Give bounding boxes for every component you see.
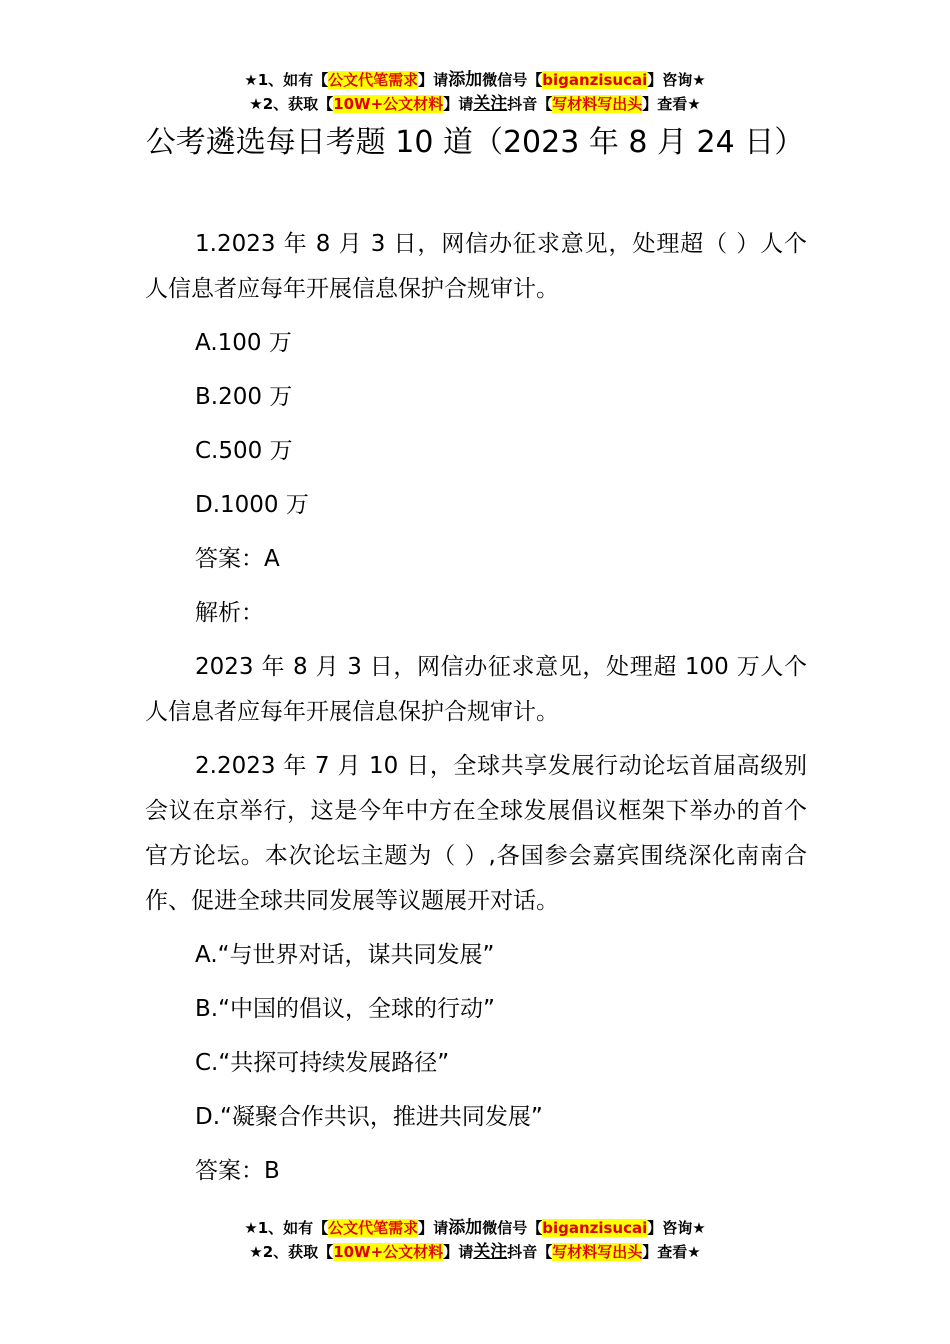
- banner-highlight: 写材料写出头: [552, 1243, 643, 1261]
- banner-line-2: [0, 1240, 950, 1264]
- q2-option-a: A.“与世界对话，谋共同发展”: [195, 942, 495, 968]
- banner-emphasis: 关注: [473, 94, 508, 114]
- question-2: 2.2023 年 7 月 10 日，全球共享发展行动论坛首届高级别会议在京举行，这是今年中方在全球发展倡议框架下举办的首个官方论坛。本次论坛主题为（ ）,各国参会嘉宾围绕深化南南合作、促进全球共同发展等议题展开对话。: [145, 753, 807, 914]
- q2-option-c: C.“共探可持续发展路径”: [195, 1050, 450, 1076]
- banner-text: 】咨询★: [647, 1219, 706, 1237]
- banner-emphasis: 添加: [448, 1218, 483, 1238]
- q1-option-b: B.200 万: [195, 384, 293, 410]
- q1-answer: 答案：A: [195, 546, 280, 572]
- banner-emphasis: 添加: [448, 70, 483, 90]
- banner-text: 抖音【: [507, 95, 553, 113]
- banner-line-1: [0, 1216, 950, 1240]
- banner-text: 】查看★: [642, 1243, 701, 1261]
- banner-line-1: [0, 68, 950, 92]
- document-body: [145, 222, 807, 1203]
- q1-option-a: A.100 万: [195, 330, 292, 356]
- banner-text: ★1、如有【: [244, 71, 329, 89]
- question-1: 1.2023 年 8 月 3 日，网信办征求意见，处理超（ ）人个人信息者应每年开展信息保护合规审计。: [145, 231, 807, 302]
- banner-highlight: 10W+公文材料: [333, 1243, 444, 1261]
- banner-line-2: [0, 92, 950, 116]
- banner-text: 】请: [443, 1243, 474, 1261]
- banner-text: 】请: [443, 95, 474, 113]
- banner-highlight: 10W+公文材料: [333, 95, 444, 113]
- banner-text: 微信号【: [482, 1219, 543, 1237]
- banner-text: 抖音【: [507, 1243, 553, 1261]
- q1-analysis-label: 解析：: [195, 600, 264, 626]
- q1-option-c: C.500 万: [195, 438, 293, 464]
- q1-analysis: 2023 年 8 月 3 日，网信办征求意见，处理超 100 万人个人信息者应每年开展信息保护合规审计。: [145, 654, 807, 725]
- banner-text: 】请: [418, 71, 449, 89]
- banner-text: ★1、如有【: [244, 1219, 329, 1237]
- q1-option-d: D.1000 万: [195, 492, 309, 518]
- q2-option-b: B.“中国的倡议，全球的行动”: [195, 996, 495, 1022]
- banner-text: 】请: [418, 1219, 449, 1237]
- banner-text: ★2、获取【: [249, 95, 334, 113]
- banner-highlight: biganzisucai: [542, 71, 648, 89]
- page-title: 公考遴选每日考题 10 道（2023 年 8 月 24 日）: [145, 125, 805, 160]
- banner-text: 微信号【: [482, 71, 543, 89]
- banner-highlight: biganzisucai: [542, 1219, 648, 1237]
- banner-text: 】查看★: [642, 95, 701, 113]
- banner-highlight: 公文代笔需求: [328, 71, 419, 89]
- banner-text: ★2、获取【: [249, 1243, 334, 1261]
- q2-option-d: D.“凝聚合作共识，推进共同发展”: [195, 1104, 543, 1130]
- header-banner: [0, 68, 950, 116]
- q2-answer: 答案：B: [195, 1158, 280, 1184]
- banner-text: 】咨询★: [647, 71, 706, 89]
- footer-banner: [0, 1216, 950, 1264]
- banner-highlight: 写材料写出头: [552, 95, 643, 113]
- banner-emphasis: 关注: [473, 1242, 508, 1262]
- banner-highlight: 公文代笔需求: [328, 1219, 419, 1237]
